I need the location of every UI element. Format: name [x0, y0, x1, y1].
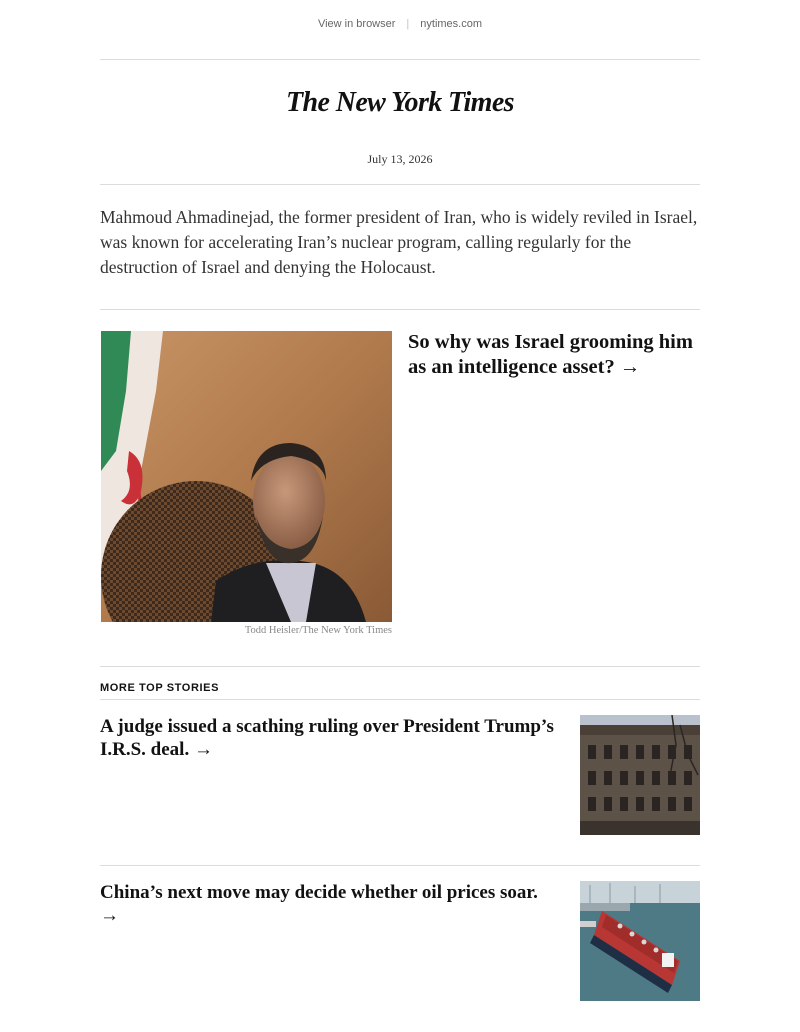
- feature-photo[interactable]: [101, 331, 392, 622]
- issue-date: July 13, 2026: [100, 146, 700, 185]
- feature-story: [100, 310, 700, 667]
- more-top-stories-heading: MORE TOP STORIES: [100, 667, 700, 700]
- feature-headline-link[interactable]: So why was Israel grooming him as an intelligence asset? →: [408, 331, 693, 378]
- story-item: [100, 866, 700, 1032]
- oil-tanker-image: [580, 881, 700, 1001]
- story-thumbnail[interactable]: [580, 715, 700, 835]
- nyt-logo[interactable]: The New York Times: [286, 87, 514, 118]
- story-headline-link[interactable]: China’s next move may decide whether oil prices soar. →: [100, 882, 538, 926]
- story-item: [100, 700, 700, 866]
- story-thumbnail[interactable]: [580, 881, 700, 1001]
- lede-paragraph: Mahmoud Ahmadinejad, the former president of Iran, who is widely reviled in Israel, was known for accelerating Iran’s nuclear program, calling regularly for the destruction of Israel and denying the Holocaust.: [100, 185, 700, 310]
- irs-building-image: [580, 715, 700, 835]
- topbar-separator: |: [406, 17, 410, 30]
- nytimes-link[interactable]: nytimes.com: [420, 17, 483, 30]
- feature-photo-image: [101, 331, 392, 622]
- story-headline-link[interactable]: A judge issued a scathing ruling over President Trump’s I.R.S. deal. →: [100, 716, 554, 760]
- masthead: [100, 60, 700, 146]
- view-in-browser-link[interactable]: View in browser: [317, 17, 396, 30]
- photo-credit: Todd Heisler/The New York Times: [244, 625, 392, 636]
- newsletter-body: [100, 0, 700, 1032]
- topbar: [100, 0, 700, 60]
